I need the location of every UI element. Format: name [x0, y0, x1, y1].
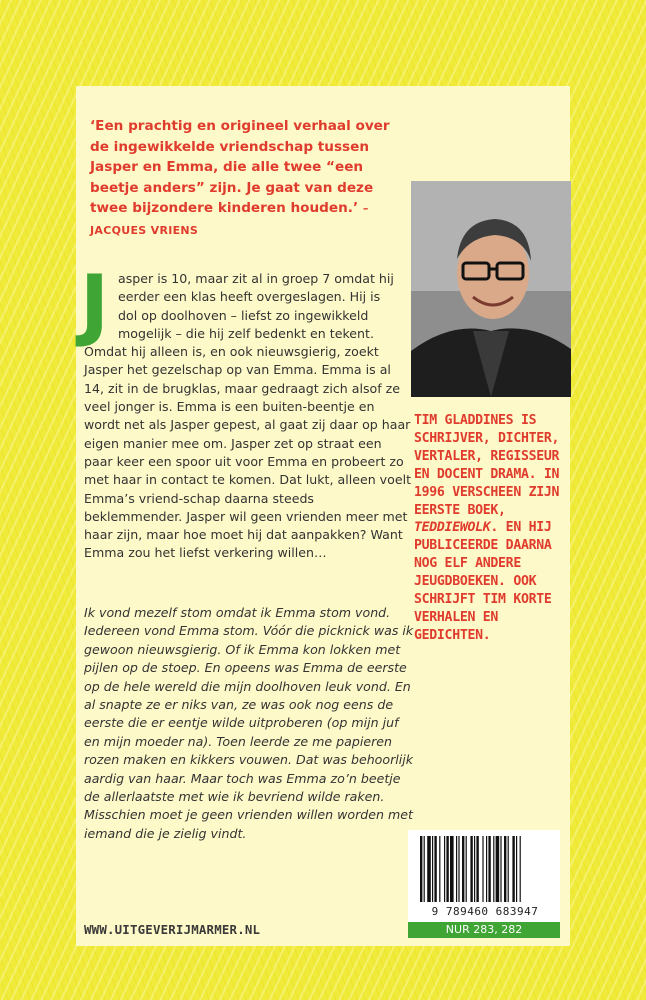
author-bio-text-end: . EN HIJ PUBLICEERDE DAARNA NOG ELF ANDERE JEUGDBOEKEN. OOK SCHRIJFT TIM KORTE VERHALEN EN GEDICHTEN.	[414, 520, 552, 643]
blurb-text	[84, 270, 414, 563]
author-bio	[414, 412, 574, 645]
publisher-website-link[interactable]: WWW.UITGEVERIJMARMER.NL	[84, 922, 261, 937]
review-quote	[90, 116, 400, 242]
author-bio-text: TIM GLADDINES IS SCHRIJVER, DICHTER, VERTALER, REGISSEUR EN DOCENT DRAMA. IN 1996 VERSCHEEN ZIJN EERSTE BOEK,	[414, 413, 560, 518]
blurb-line-1: asper is 10, maar zit al in groep 7 omdat hij	[118, 271, 394, 286]
barcode-bars	[408, 830, 560, 904]
author-bio-book-title: TEDDIEWOLK	[414, 520, 491, 536]
blurb-line-4: mogelijk – die hij zelf bedenkt en tekent.	[118, 325, 374, 341]
review-quote-text: ‘Een prachtig en origineel verhaal over de ingewikkelde vriendschap tussen Jasper en Emma, die alle twee “een beetje anders” zijn. Je gaat van deze twee bijzondere kinderen houden.’	[90, 118, 390, 217]
blurb-line-2: eerder een klas heeft overgeslagen. Hij is	[118, 289, 381, 305]
book-excerpt: Ik vond mezelf stom omdat ik Emma stom vond. Iedereen vond Emma stom. Vóór die picknick was ik gewoon nieuwsgierig. Of ik Emma kon lokken met pijlen op de stoep. En opeens was Emma de eerste op de hele wereld die mijn doolhoven leuk vond. En al snapte ze er niks van, ze was ook nog eens de eerste die er eentje wilde uitproberen (op mijn juf en mijn moeder na). Toen leerde ze me papieren rozen maken en kikkers vouwen. Dat was behoorlijk aardig van haar. Maar toch was Emma zo’n beetje de allerlaatste met wie ik bevriend wilde raken. Misschien moet je geen vrienden willen worden met iemand die je zielig vindt.	[84, 605, 414, 841]
drop-cap: J	[80, 260, 110, 350]
author-portrait-illustration	[411, 181, 571, 397]
nur-code: NUR 283, 282	[408, 922, 560, 938]
blurb-line-3: dol op doolhoven – liefst zo ingewikkeld	[118, 307, 369, 323]
blurb-rest: Omdat hij alleen is, en ook nieuwsgierig, zoekt Jasper het gezelschap op van Emma. Emma is al 14, zit in de brugklas, maar gedraagt zich alsof ze veel jonger is. Emma is een buiten-beentje en wordt net als Jasper gepest, al gaat zij daar op haar eigen manier mee om. Jasper zet op straat een paar keer een spoor uit voor Emma en probeert zo met haar in contact te komen. Dat lukt, alleen voelt Emma’s vriend-schap daarna steeds beklemmender. Jasper wil geen vrienden meer met haar zijn, maar hoe moet hij dat aanpakken? Want Emma zou het liefst verkering willen…	[84, 344, 412, 561]
author-photo	[411, 181, 571, 397]
review-attribution: – JACQUES VRIENS	[90, 202, 369, 237]
isbn-number: 9 789460 683947	[431, 905, 539, 918]
